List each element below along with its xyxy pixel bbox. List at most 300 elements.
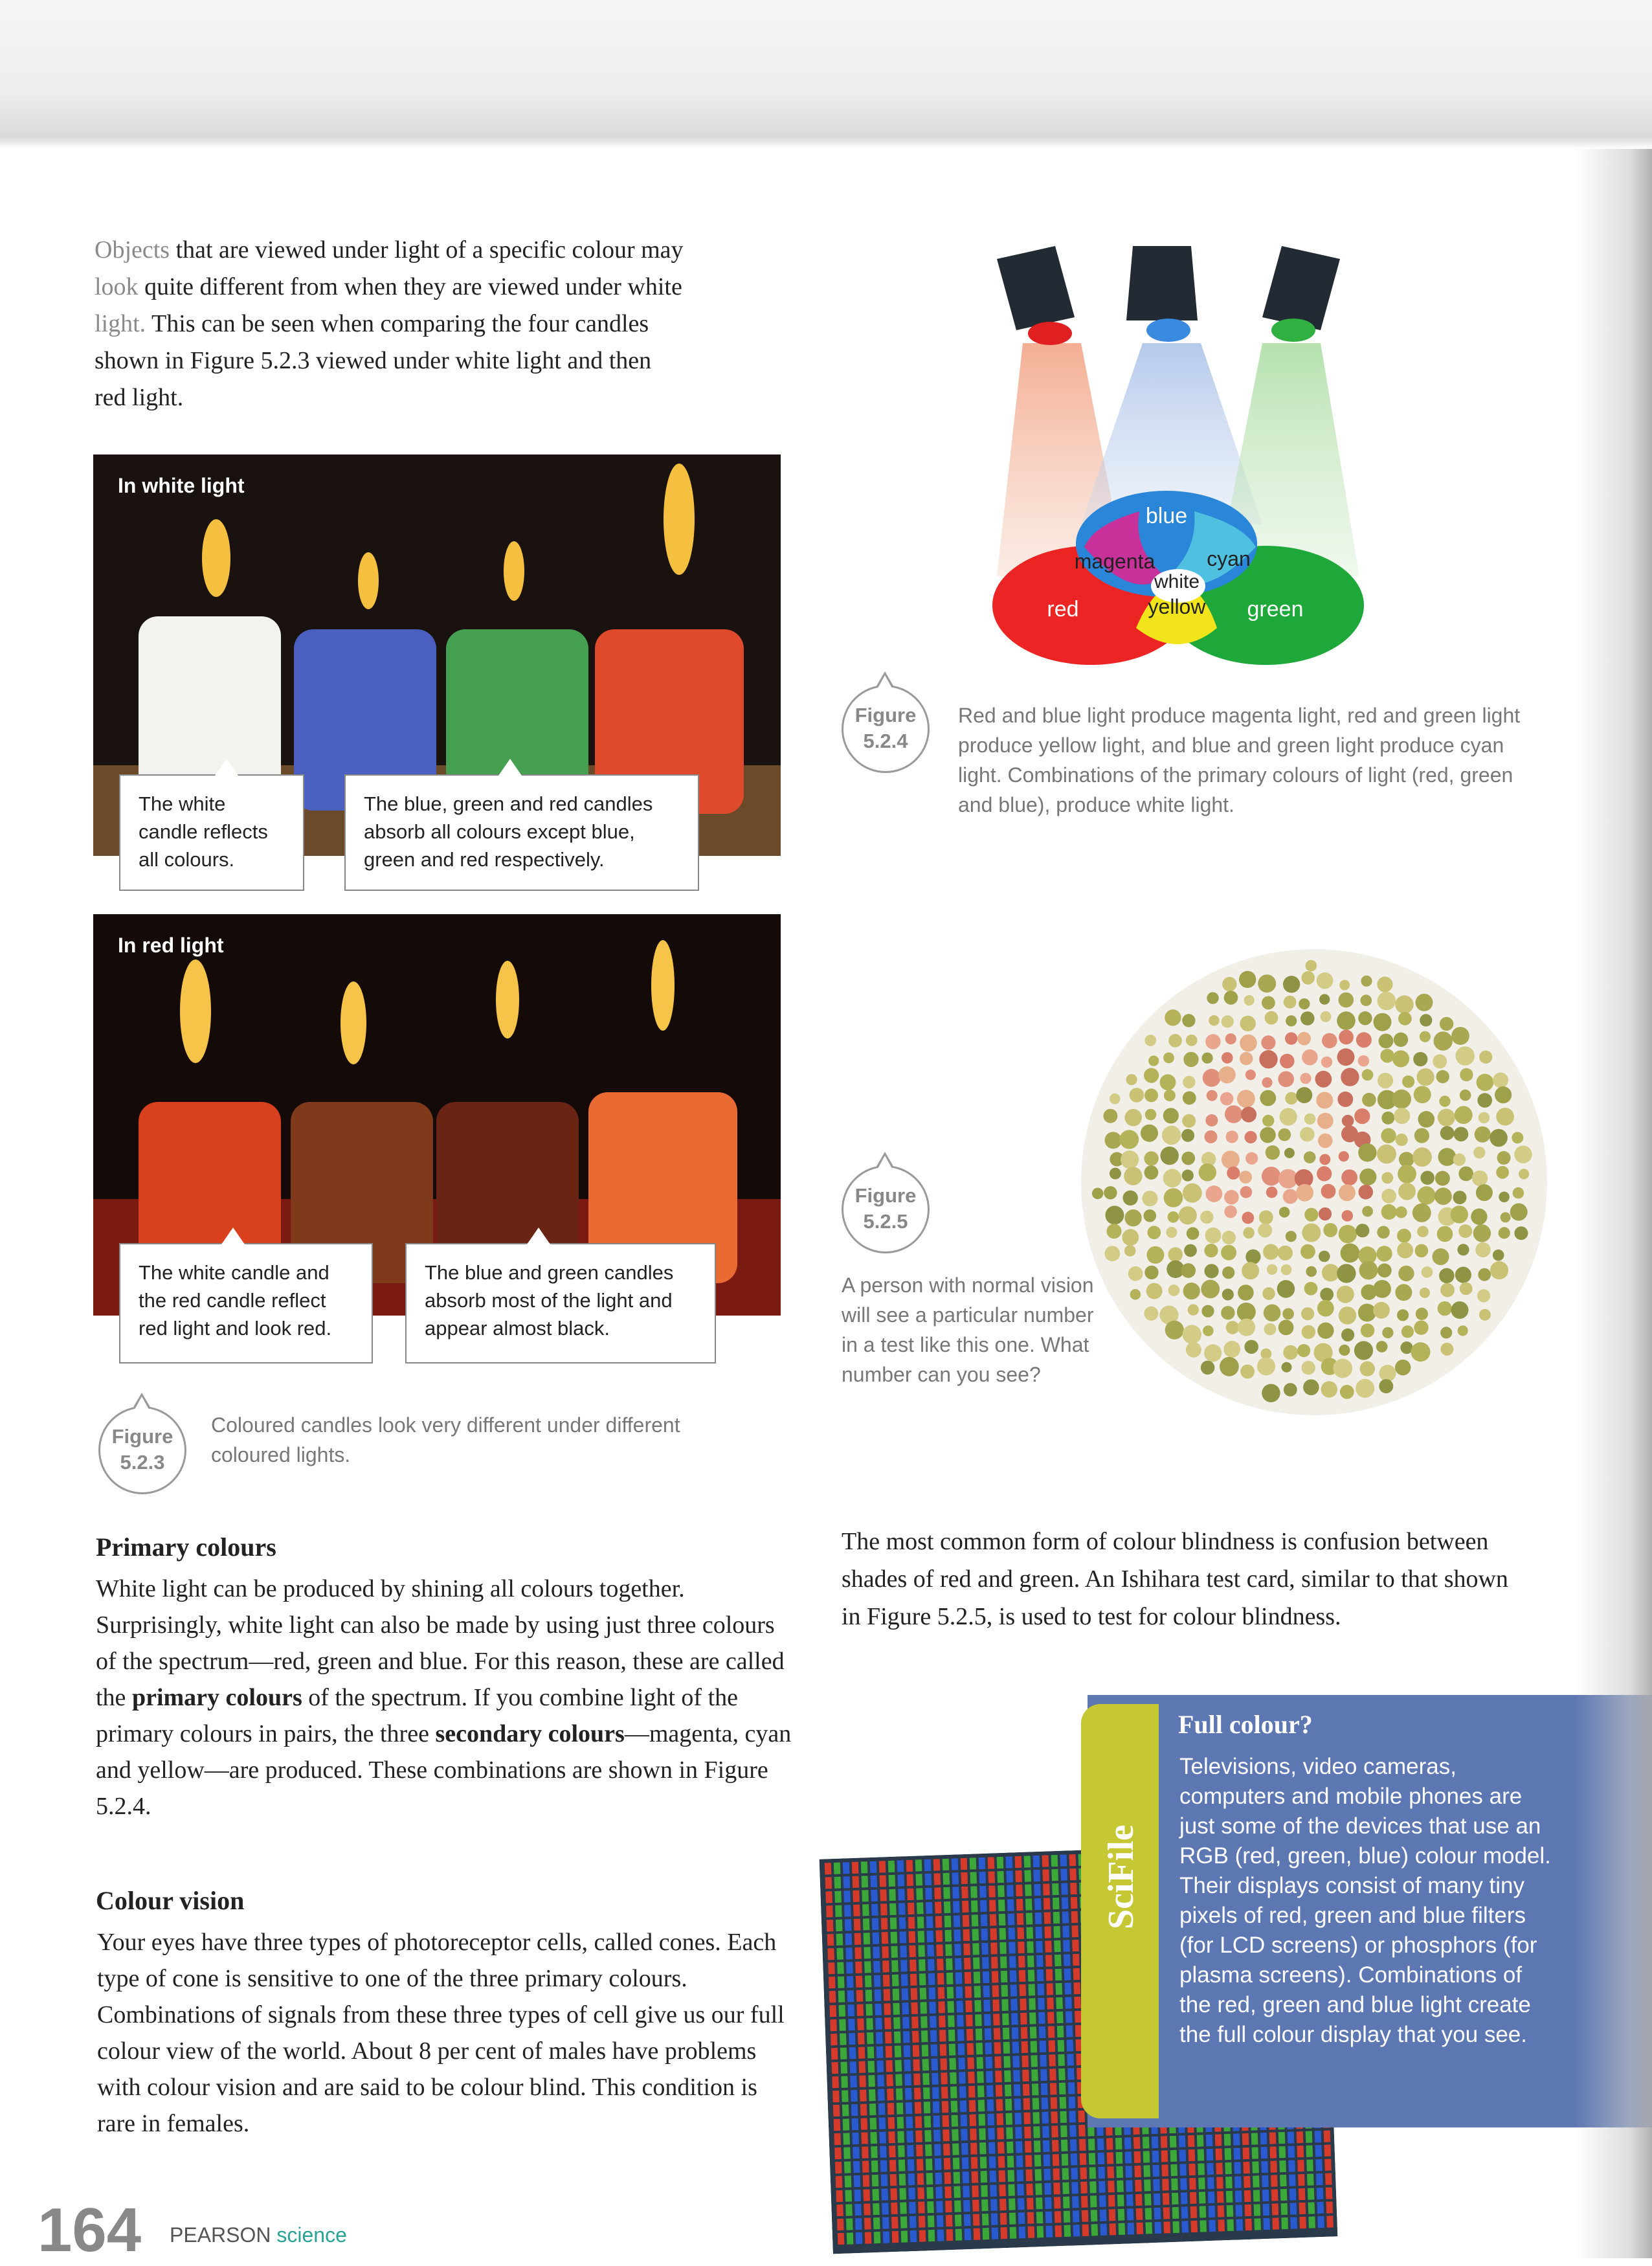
plate-dot (1146, 1246, 1164, 1264)
pixel-subcell (1029, 2012, 1036, 2024)
plate-dot (1187, 1227, 1200, 1240)
pixel-subcell (964, 1958, 971, 1969)
pixel-subcell (935, 2159, 942, 2170)
plate-dot (1398, 1012, 1412, 1026)
callout-text: The blue and green candles absorb most of the light and appear almost black. (425, 1261, 674, 1340)
pixel-subcell (1004, 2070, 1011, 2082)
plate-dot (1103, 1109, 1117, 1123)
pixel-subcell (911, 2002, 918, 2014)
pixel-subcell (1018, 2198, 1025, 2210)
pixel-subcell (1145, 2208, 1152, 2219)
pixel-subcell (836, 2204, 843, 2216)
pixel-subcell (1290, 2203, 1297, 2214)
pixel-subcell (1089, 2167, 1096, 2179)
plate-dot (1495, 1086, 1512, 1103)
plate-dot (1162, 1126, 1181, 1145)
pixel-subcell (890, 2174, 897, 2186)
pixel-subcell (1006, 1870, 1013, 1882)
pixel-subcell (992, 1999, 999, 2011)
pixel-subcell (944, 2172, 952, 2184)
pixel-subcell (880, 2160, 887, 2171)
pixel-subcell (1034, 1884, 1041, 1896)
pixel-subcell (994, 2028, 1001, 2039)
pixel-subcell (833, 2105, 840, 2116)
pixel-subcell (983, 1986, 990, 1997)
plate-dot (1183, 1283, 1200, 1299)
pixel-subcell (931, 2045, 938, 2056)
pixel-subcell (1110, 2223, 1117, 2235)
plate-dot (1317, 972, 1334, 989)
pixel-subcell (934, 2144, 941, 2156)
plate-dot (1124, 1109, 1142, 1127)
pixel-subcell (1042, 2112, 1049, 2124)
plate-dot (1186, 1342, 1201, 1358)
pixel-subcell (953, 1901, 960, 1913)
pixel-subcell (862, 1890, 869, 1901)
plate-dot (1257, 1357, 1275, 1375)
pixel-subcell (1014, 2098, 1021, 2110)
plate-dot (1420, 1171, 1434, 1185)
pixel-subcell (875, 2018, 882, 2030)
pixel-subcell (1073, 1968, 1080, 1980)
pixel-subcell (990, 2171, 997, 2182)
pixel-subcell (845, 2204, 853, 2216)
plate-dot (1262, 1115, 1274, 1127)
pixel-subcell (962, 1901, 969, 1913)
pixel-subcell (972, 1914, 979, 1926)
pixel-subcell (893, 1989, 900, 2001)
plate-dot (1438, 1301, 1452, 1316)
plate-dot (1238, 1284, 1254, 1301)
pixel-subcell (1242, 2133, 1249, 2145)
plate-dot (1165, 1321, 1184, 1340)
pixel-subcell (828, 1962, 835, 1974)
intro-line: This can be seen when comparing the four candles (146, 310, 649, 337)
pixel-subcell (884, 2003, 891, 2015)
plate-dot (1323, 1223, 1337, 1237)
plate-dot (1184, 1244, 1197, 1257)
pixel-subcell (1060, 2126, 1067, 2137)
pixel-subcell (1163, 2207, 1170, 2219)
pixel-subcell (1037, 2226, 1044, 2238)
plate-dot (1320, 1288, 1334, 1301)
pixel-subcell (1270, 2160, 1277, 2172)
pixel-subcell (927, 1945, 934, 1957)
pixel-subcell (1206, 2135, 1213, 2146)
pixel-subcell (1035, 1927, 1042, 1938)
plate-dot (1145, 1109, 1157, 1121)
pixel-subcell (893, 2003, 900, 2015)
plate-dot (1476, 1184, 1493, 1201)
pixel-subcell (909, 2202, 916, 2214)
plate-dot (1433, 1248, 1449, 1265)
pixel-subcell (847, 1976, 854, 1988)
pixel-subcell (853, 2161, 860, 2173)
pixel-subcell (1135, 2180, 1142, 2192)
pixel-subcell (872, 2175, 879, 2186)
plate-dot (1144, 1266, 1158, 1279)
pixel-subcell (1044, 1926, 1051, 1938)
plate-dot (1282, 1308, 1294, 1320)
pixel-subcell (942, 2101, 949, 2113)
plate-dot (1122, 1229, 1139, 1246)
pixel-subcell (1062, 1911, 1069, 1923)
plate-dot (1284, 996, 1297, 1009)
pixel-subcell (852, 1862, 859, 1874)
pixel-subcell (910, 2230, 917, 2242)
plate-dot (1123, 1191, 1138, 1206)
pixel-subcell (879, 1861, 886, 1872)
pixel-subcell (920, 2002, 927, 2014)
pixel-subcell (1152, 2137, 1159, 2148)
pixel-subcell (932, 2087, 939, 2099)
plate-dot (1240, 1052, 1253, 1065)
pixel-subcell (943, 2144, 950, 2155)
pixel-subcell (925, 1888, 932, 1900)
plate-dot (1220, 1092, 1234, 1106)
red-spotlight (997, 246, 1075, 330)
pixel-subcell (937, 2229, 944, 2241)
plate-dot (1302, 1325, 1315, 1339)
pixel-subcell (1225, 2148, 1232, 2160)
pixel-subcell (926, 2159, 933, 2170)
pixel-subcell (1029, 1984, 1036, 1995)
pixel-subcell (955, 1958, 962, 1969)
plate-dot (1339, 993, 1354, 1008)
pixel-subcell (1298, 2174, 1305, 2186)
pixel-subcell (990, 1914, 997, 1925)
pixel-subcell (904, 2074, 911, 2085)
plate-dot (1302, 1361, 1315, 1374)
pixel-subcell (1154, 2193, 1161, 2205)
pixel-subcell (987, 2114, 994, 2126)
plate-dot (1341, 1244, 1360, 1263)
pixel-subcell (1315, 2131, 1322, 2142)
pixel-subcell (882, 2217, 889, 2228)
plate-dot (1490, 1261, 1508, 1279)
pixel-subcell (979, 2142, 987, 2154)
plate-dot (1239, 971, 1256, 988)
intro-word: light. (95, 310, 146, 337)
plate-dot (1420, 1288, 1430, 1298)
pixel-subcell (1058, 2054, 1065, 2066)
plate-dot (1422, 1266, 1433, 1278)
plate-dot (1144, 1307, 1158, 1321)
plate-dot (1501, 1212, 1511, 1222)
scifile-text: Televisions, video cameras, computers and mobile phones are just some of the devices that use an RGB (red, green, blue) colour model. Their displays consist of many tiny pixels of red, green and blue filters (for LCD screens) or phosphors (for plasma screens). Combinations of the red, green and blue light create the full colour display that you see. (1179, 1754, 1551, 2047)
pixel-subcell (1009, 2213, 1016, 2225)
pixel-subcell (1281, 2217, 1288, 2229)
plate-dot (1416, 994, 1433, 1011)
pixel-subcell (956, 1986, 963, 1998)
intro-line: that are viewed under light of a specific colour may (170, 236, 684, 264)
pixel-subcell (869, 2089, 876, 2101)
pixel-subcell (930, 2030, 937, 2042)
plate-dot (1358, 1143, 1376, 1161)
pixel-subcell (1236, 2204, 1243, 2216)
pixel-subcell (834, 2148, 842, 2159)
plate-dot (1340, 1385, 1354, 1399)
pixel-subcell (1280, 2175, 1287, 2186)
pixel-subcell (1012, 2041, 1020, 2053)
plate-dot (1222, 1231, 1236, 1244)
pixel-subcell (1010, 1999, 1018, 2010)
intro-word: look (95, 273, 139, 300)
pixel-subcell (1190, 2192, 1197, 2204)
pixel-subcell (936, 1944, 943, 1956)
pixel-subcell (915, 2131, 922, 2142)
pixel-subcell (993, 2014, 1000, 2025)
pixel-subcell (844, 2161, 851, 2173)
plate-dot (1304, 1208, 1318, 1222)
pixel-subcell (1127, 2208, 1134, 2220)
plate-dot (1264, 1305, 1281, 1322)
pixel-subcell (1009, 1942, 1016, 1953)
pixel-subcell (976, 2028, 983, 2040)
plate-dot (1245, 1070, 1256, 1080)
pixel-subcell (970, 1872, 977, 1883)
pixel-subcell (938, 1987, 945, 1999)
pixel-subcell (966, 2029, 974, 2041)
pixel-subcell (830, 2019, 837, 2031)
pixel-subcell (1026, 1927, 1033, 1938)
plate-dot (1454, 1127, 1469, 1142)
plate-dot (1359, 1185, 1374, 1200)
pixel-subcell (982, 2214, 989, 2225)
pixel-subcell (900, 1931, 907, 1943)
pixel-subcell (864, 1947, 871, 1958)
pixel-subcell (1071, 2182, 1078, 2193)
pixel-subcell (969, 2100, 976, 2112)
plate-dot (1512, 1132, 1523, 1143)
pixel-subcell (1027, 1955, 1034, 1967)
pixel-subcell (1035, 2169, 1042, 2181)
pixel-subcell (1289, 2174, 1296, 2186)
pixel-subcell (967, 2058, 974, 2069)
pixel-subcell (902, 2002, 909, 2014)
plate-dot (1141, 1125, 1158, 1142)
pixel-subcell (933, 1873, 941, 1885)
plate-dot (1146, 1283, 1163, 1299)
pixel-subcell (825, 1863, 832, 1874)
pixel-subcell (1225, 2177, 1233, 2188)
pixel-subcell (1032, 2098, 1040, 2109)
plate-dot (1337, 1264, 1356, 1283)
term-primary-colours: primary colours (131, 1684, 302, 1711)
pixel-subcell (899, 2173, 906, 2185)
pixel-subcell (939, 2015, 946, 2027)
pixel-subcell (865, 1990, 873, 2001)
pixel-subcell (847, 2004, 854, 2016)
pixel-subcell (843, 2118, 850, 2130)
plate-dot (1475, 1242, 1490, 1257)
pixel-subcell (1051, 2097, 1058, 2109)
pixel-subcell (1324, 2159, 1332, 2170)
plate-dot (1339, 1307, 1357, 1325)
pixel-subcell (1172, 2221, 1179, 2233)
pixel-subcell (845, 2190, 852, 2201)
pixel-subcell (1009, 1956, 1016, 1968)
pixel-subcell (985, 2043, 992, 2054)
plate-dot (1226, 1130, 1238, 1143)
pixel-subcell (897, 2117, 904, 2129)
pixel-subcell (843, 1876, 851, 1888)
intro-paragraph (95, 232, 794, 416)
pixel-subcell (1116, 2152, 1123, 2164)
pixel-subcell (1070, 1883, 1077, 1894)
pixel-subcell (910, 1960, 917, 1971)
plate-dot (1339, 1151, 1349, 1161)
pixel-subcell (1071, 2168, 1078, 2179)
pixel-subcell (922, 2073, 930, 2085)
pixel-subcell (904, 2045, 911, 2057)
pixel-subcell (926, 1902, 933, 1914)
pixel-subcell (1043, 2140, 1050, 2152)
plate-dot (1262, 1287, 1275, 1300)
pixel-subcell (936, 2201, 943, 2212)
pixel-subcell (1033, 1870, 1040, 1881)
callout-white-candle (119, 774, 304, 891)
pixel-subcell (1063, 2197, 1070, 2208)
pixel-subcell (863, 2175, 870, 2186)
plate-dot (1168, 1284, 1180, 1296)
pixel-subcell (1038, 1984, 1045, 1995)
pixel-subcell (1252, 2161, 1259, 2173)
pixel-subcell (1047, 1983, 1054, 1995)
pixel-subcell (903, 2031, 910, 2043)
callout-text: The white candle reflects all colours. (139, 792, 268, 871)
plate-dot (1302, 1224, 1321, 1242)
pixel-subcell (1069, 2111, 1076, 2122)
pixel-subcell (949, 2058, 956, 2070)
pixel-subcell (1280, 2189, 1288, 2201)
plate-dot (1436, 1070, 1449, 1083)
pixel-subcell (874, 1975, 881, 1987)
callout-tail (498, 759, 522, 776)
pixel-subcell (1272, 2217, 1279, 2229)
plate-dot (1455, 1267, 1471, 1283)
callout-tail (527, 1228, 550, 1244)
pixel-subcell (944, 1916, 952, 1927)
plate-dot (1284, 1383, 1297, 1397)
plate-dot (1181, 1129, 1194, 1142)
pixel-subcell (1125, 2151, 1132, 2163)
figure-524-badge (842, 685, 930, 773)
pixel-subcell (913, 2045, 920, 2057)
label-blue: blue (1145, 504, 1188, 528)
pixel-subcell (1001, 1985, 1009, 1997)
pixel-subcell (1262, 2190, 1269, 2201)
pixel-subcell (1040, 2069, 1047, 2081)
plate-dot (1147, 1226, 1161, 1239)
plate-dot (1477, 1093, 1492, 1108)
plate-dot (1223, 1341, 1240, 1358)
pixel-subcell (1064, 2225, 1071, 2237)
pixel-subcell (1040, 2041, 1047, 2052)
plate-dot (1472, 1171, 1488, 1186)
pixel-subcell (954, 1915, 961, 1927)
pixel-subcell (1161, 2164, 1168, 2176)
pixel-subcell (980, 2157, 987, 2168)
plate-dot (1378, 992, 1396, 1011)
pixel-subcell (1055, 2211, 1062, 2223)
pixel-subcell (1189, 2164, 1196, 2175)
pixel-subcell (861, 2118, 868, 2129)
pixel-subcell (983, 2000, 990, 2012)
plate-dot (1519, 1169, 1529, 1179)
pixel-subcell (848, 2019, 855, 2030)
pixel-subcell (862, 2146, 869, 2158)
plate-dot (1458, 1325, 1468, 1336)
pixel-subcell (1172, 2193, 1179, 2204)
plate-dot (1124, 1167, 1142, 1185)
callout-text: The blue, green and red candles absorb all colours except blue, green and red respectively. (364, 792, 653, 871)
pixel-subcell (899, 2188, 906, 2199)
plate-dot (1142, 1191, 1157, 1206)
plate-dot (1398, 1165, 1416, 1183)
plate-dot (1417, 1186, 1435, 1204)
pixel-subcell (938, 2001, 945, 2013)
pixel-subcell (1254, 2204, 1261, 2216)
figure-word: Figure (854, 1184, 917, 1207)
pixel-subcell (973, 2214, 980, 2226)
pixel-subcell (871, 1890, 878, 1901)
pixel-subcell (1003, 2028, 1010, 2039)
pixel-subcell (1023, 2113, 1031, 2124)
pixel-subcell (850, 2061, 857, 2073)
pixel-subcell (867, 2047, 875, 2058)
pixel-subcell (1288, 2160, 1295, 2171)
pixel-subcell (924, 2130, 932, 2142)
pixel-subcell (856, 2004, 864, 2016)
pixel-subcell (944, 1901, 951, 1913)
pixel-subcell (843, 2147, 851, 2159)
pixel-subcell (1197, 2135, 1204, 2146)
pixel-subcell (1033, 1856, 1040, 1867)
label-green: green (1247, 597, 1304, 622)
pixel-subcell (1308, 2188, 1315, 2199)
pixel-subcell (1207, 2149, 1214, 2160)
pixel-subcell (974, 2000, 981, 2012)
plate-dot (1315, 1071, 1332, 1088)
pixel-subcell (1109, 2209, 1116, 2221)
plate-dot (1302, 1049, 1318, 1066)
pixel-subcell (898, 1889, 905, 1900)
pixel-subcell (1198, 2177, 1205, 2189)
plate-dot (1258, 974, 1276, 993)
pixel-subcell (1053, 2182, 1060, 2194)
pixel-subcell (891, 1946, 898, 1958)
pixel-subcell (1019, 2227, 1026, 2238)
pixel-subcell (999, 2170, 1006, 2182)
plate-dot (1477, 1289, 1490, 1302)
plate-dot (1321, 1381, 1337, 1397)
pixel-subcell (1299, 2203, 1306, 2214)
pixel-subcell (985, 2057, 992, 2069)
pixel-subcell (1269, 2132, 1277, 2144)
plate-dot (1499, 1227, 1510, 1239)
pixel-subcell (1053, 2154, 1060, 2166)
pixel-subcell (1018, 1942, 1025, 1953)
pixel-subcell (1052, 2140, 1059, 2151)
pixel-subcell (872, 1918, 879, 1930)
blue-spotlight (1126, 246, 1198, 320)
plate-dot (1188, 1304, 1199, 1315)
plate-dot (1438, 1109, 1455, 1127)
pixel-subcell (981, 2171, 988, 2182)
pixel-subcell (1209, 2220, 1216, 2232)
pixel-subcell (915, 2116, 922, 2128)
